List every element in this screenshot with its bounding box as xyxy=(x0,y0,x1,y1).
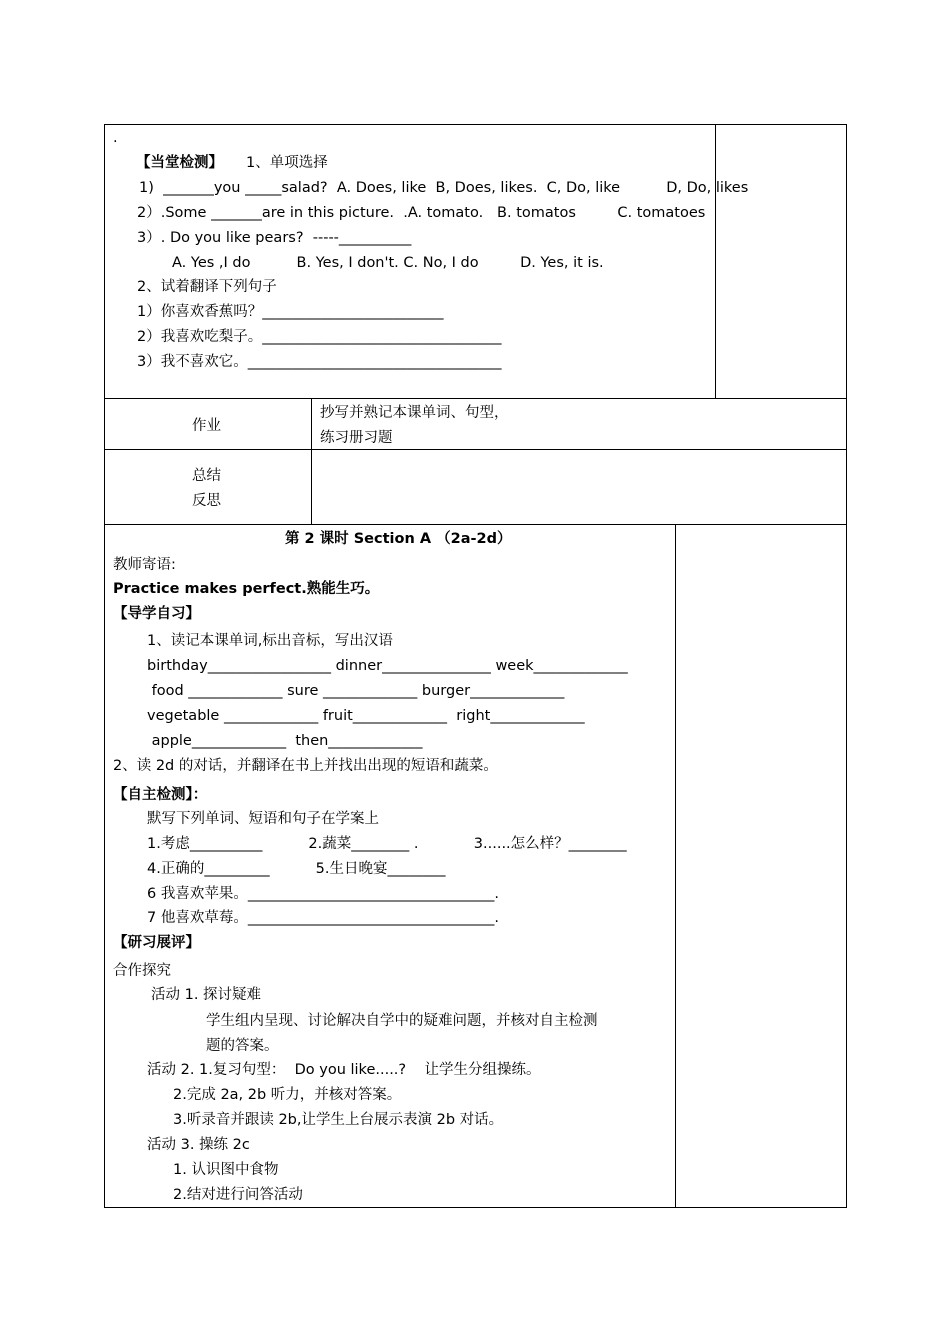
study-heading: 【研习展评】 xyxy=(113,935,200,951)
read-2d-instruction: 2、读 2d 的对话，并翻译在书上并找出出现的短语和蔬菜。 xyxy=(113,758,498,774)
activity-1-desc-1: 学生组内呈现、讨论解决自学中的疑难问题，并核对自主检测 xyxy=(206,1013,598,1029)
row-divider-section2 xyxy=(104,524,847,525)
summary-label-line-1: 总结 xyxy=(192,468,221,484)
check-heading: 【当堂检测】 xyxy=(136,155,223,171)
teacher-message-label: 教师寄语: xyxy=(113,557,176,573)
col-divider-notes-2 xyxy=(675,524,676,1208)
single-choice-heading: 1、单项选择 xyxy=(246,155,328,171)
teacher-motto: Practice makes perfect.熟能生巧。 xyxy=(113,581,380,597)
words-row-3: vegetable _____________ fruit_____________ right_____________ xyxy=(147,708,585,724)
words-row-1: birthday_________________ dinner_______________ week_____________ xyxy=(147,658,628,674)
question-2: 2）.Some _______are in this picture. .A. tomato. B. tomatos C. tomatoes xyxy=(137,205,706,221)
question-3: 3）. Do you like pears? -----__________ xyxy=(137,230,412,246)
self-check-row-2: 4.正确的_________ 5.生日晚宴________ xyxy=(147,861,446,877)
activity-2: 活动 2. 1.复习句型： Do you like.....? 让学生分组操练。 xyxy=(147,1062,541,1078)
cooperation-heading: 合作探究 xyxy=(113,963,171,979)
lesson-title: 第 2 课时 Section A （2a-2d） xyxy=(285,531,512,547)
activity-3-step-1: 1. 认识图中食物 xyxy=(173,1162,279,1178)
self-check-heading: 【自主检测】： xyxy=(113,787,208,803)
words-row-2: food _____________ sure _____________ burger_____________ xyxy=(147,683,565,699)
guide-item-1: 1、读记本课单词,标出音标，写出汉语 xyxy=(147,633,393,649)
summary-label-line-2: 反思 xyxy=(192,493,221,509)
translate-item-2: 2）我喜欢吃梨子。_________________________________ xyxy=(137,329,502,345)
activity-3: 活动 3. 操练 2c xyxy=(147,1137,250,1153)
self-check-row-1: 1.考虑__________ 2.蔬菜________ . 3......怎么样？________ xyxy=(147,836,627,852)
leading-dot: . xyxy=(113,130,118,146)
activity-2-step-2: 2.完成 2a, 2b 听力，并核对答案。 xyxy=(173,1087,402,1103)
self-check-item-7: 7 他喜欢草莓。__________________________________. xyxy=(147,910,499,926)
self-check-item-6: 6 我喜欢苹果。__________________________________. xyxy=(147,886,499,902)
row-divider-summary xyxy=(104,449,847,450)
question-3-options: A. Yes ,I do B. Yes, I don't. C. No, I do D. Yes, it is. xyxy=(172,255,604,271)
question-1: 1) _______you _____salad? A. Does, like B, Does, likes. C, Do, like D, Do, likes xyxy=(139,180,749,196)
translate-heading: 2、试着翻译下列句子 xyxy=(137,279,277,295)
homework-line-2: 练习册习题 xyxy=(320,430,393,446)
col-divider-notes-1 xyxy=(715,124,716,398)
words-row-4: apple_____________ then_____________ xyxy=(147,733,423,749)
self-check-intro: 默写下列单词、短语和句子在学案上 xyxy=(147,811,379,827)
guide-heading: 【导学自习】 xyxy=(113,606,200,622)
translate-item-3: 3）我不喜欢它。___________________________________ xyxy=(137,354,502,370)
col-divider-label xyxy=(311,398,312,524)
activity-1: 活动 1. 探讨疑难 xyxy=(151,987,262,1003)
homework-line-1: 抄写并熟记本课单词、句型， xyxy=(320,405,509,421)
activity-1-desc-2: 题的答案。 xyxy=(206,1038,279,1054)
activity-3-step-2: 2.结对进行问答活动 xyxy=(173,1187,303,1203)
activity-2-step-3: 3.听录音并跟读 2b,让学生上台展示表演 2b 对话。 xyxy=(173,1112,504,1128)
translate-item-1: 1）你喜欢香蕉吗？_________________________ xyxy=(137,304,444,320)
homework-label: 作业 xyxy=(192,418,221,434)
row-divider-homework xyxy=(104,398,847,399)
